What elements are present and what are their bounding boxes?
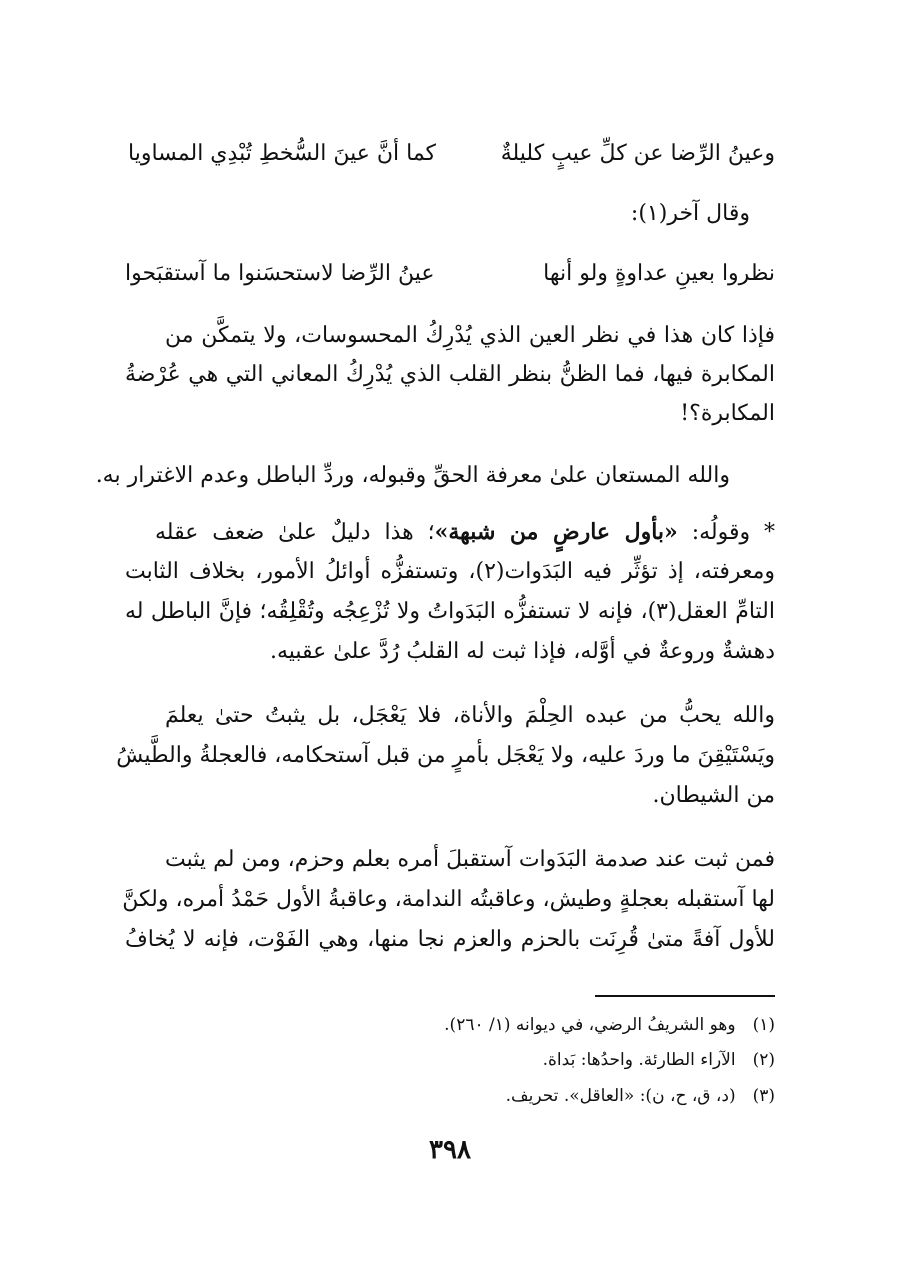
footnote-text: الآراء الطارئة. واحدُها: بَداة. bbox=[542, 1050, 736, 1070]
paragraph-line: ومعرفته، إذ تؤثِّر فيه البَدَوات(٢)، وتستفزُّه أوائلُ الأمور، بخلاف الثابت bbox=[125, 559, 776, 584]
verse2-hemistich2: عينُ الرِّضا لاستحسَنوا ما آستقبَحوا bbox=[125, 261, 435, 286]
paragraph-rest: ؛ هذا دليلٌ علىٰ ضعف عقله bbox=[155, 520, 435, 545]
footnote bbox=[543, 1045, 775, 1075]
footnote bbox=[506, 1081, 775, 1111]
verse2-intro: وقال آخر(١): bbox=[630, 201, 750, 226]
paragraph-star: * bbox=[764, 520, 775, 545]
footnote-number: (١) bbox=[752, 1015, 775, 1035]
paragraph-line: من الشيطان. bbox=[652, 783, 775, 808]
paragraph-line: للأول آفةً متىٰ قُرِنَت بالحزم والعزم نجا منها، وهي الفَوْت، فإنه لا يُخافُ bbox=[125, 927, 775, 952]
paragraph-line: والله المستعان علىٰ معرفة الحقِّ وقبوله، وردِّ الباطل وعدم الاغترار به. bbox=[95, 463, 730, 488]
paragraph-line: فمن ثبت عند صدمة البَدَوات آستقبلَ أمره بعلم وحزم، ومن لم يثبت bbox=[165, 847, 775, 872]
footnote-separator bbox=[595, 995, 775, 997]
paragraph-line: دهشةٌ وروعةٌ في أوَّله، فإذا ثبت له القلبُ رُدَّ علىٰ عقبيه. bbox=[269, 639, 775, 664]
paragraph-line: ويَسْتَيْقِنَ ما وردَ عليه، ولا يَعْجَل بأمرٍ من قبل آستحكامه، فالعجلةُ والطَّيشُ bbox=[116, 743, 775, 768]
page-number: ٣٩٨ bbox=[429, 1135, 471, 1165]
paragraph-line: والله يحبُّ من عبده الحِلْمَ والأناة، فلا يَعْجَل، بل يثبتُ حتىٰ يعلمَ bbox=[165, 703, 775, 728]
footnote bbox=[444, 1010, 775, 1040]
paragraph-line: لها آستقبله بعجلةٍ وطيش، وعاقبتُه الندامة، وعاقبةُ الأول حَمْدُ أمره، ولكنَّ bbox=[122, 887, 775, 912]
verse1-hemistich1: وعينُ الرِّضا عن كلِّ عيبٍ كليلةٌ bbox=[500, 141, 775, 166]
paragraph-line: المكابرة فيها، فما الظنُّ بنظر القلب الذي يُدْرِكُ المعاني التي هي عُرْضةُ bbox=[125, 362, 775, 387]
footnote-text: وهو الشريفُ الرضي، في ديوانه (١/ ٢٦٠). bbox=[444, 1015, 736, 1035]
paragraph-first-line bbox=[155, 512, 775, 552]
quoted-phrase: «بأول عارضٍ من شبهة» bbox=[434, 519, 678, 545]
paragraph-line: التامِّ العقل(٣)، فإنه لا تستفزُّه البَدَواتُ ولا تُزْعِجُه وتُقْلِقُه؛ فإنَّ الباطل له bbox=[125, 599, 775, 624]
footnote-number: (٢) bbox=[752, 1050, 775, 1070]
verse1-hemistich2: كما أنَّ عينَ السُّخطِ تُبْدِي المساويا bbox=[128, 141, 437, 166]
paragraph-prefix: وقولُه: bbox=[691, 520, 751, 545]
footnote-number: (٣) bbox=[752, 1086, 775, 1106]
verse2-hemistich1: نظروا بعينِ عداوةٍ ولو أنها bbox=[543, 261, 775, 286]
footnote-text: (د، ق، ح، ن): «العاقل». تحريف. bbox=[505, 1086, 736, 1106]
paragraph-line: المكابرة؟! bbox=[680, 401, 775, 426]
paragraph-line: فإذا كان هذا في نظر العين الذي يُدْرِكُ المحسوسات، ولا يتمكَّن من bbox=[165, 323, 775, 348]
